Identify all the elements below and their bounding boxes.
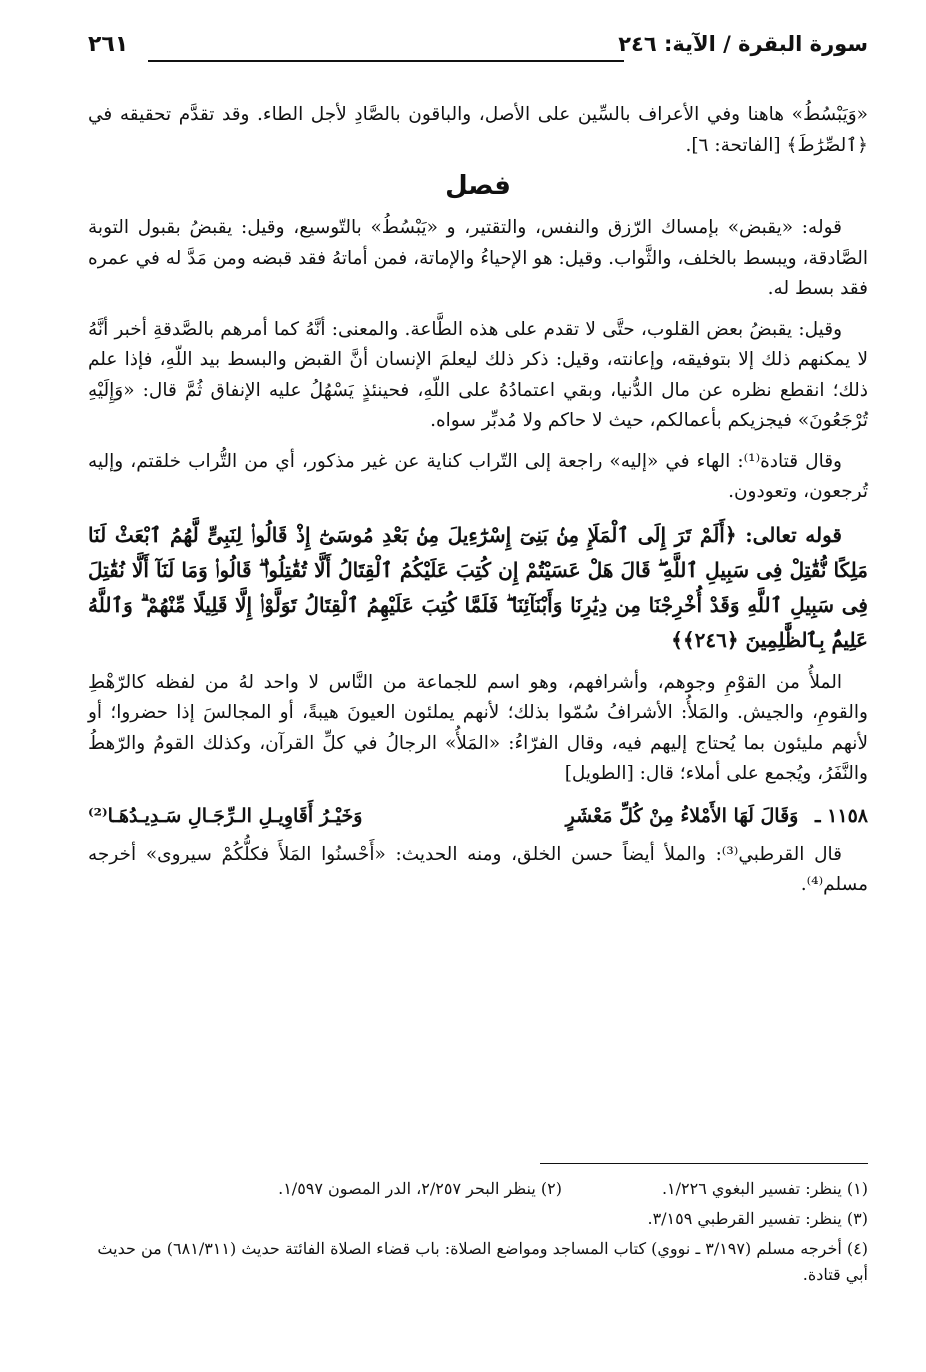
poetry-first-text: وَقَالَ لَهَا الأَمْلاءُ مِنْ كُلِّ مَعْشَرٍ (565, 804, 799, 827)
main-text (88, 100, 868, 911)
footnote-row-1 (88, 1176, 868, 1206)
paragraph-4: وقال قتادة⁽¹⁾: الهاء في «إليه» راجعة إلى التّراب كناية عن غير مذكور، أي من التُّراب خلقتم، وإليه تُرجعون، وتعودون. (88, 450, 868, 502)
page-header (88, 28, 868, 72)
footnote-4: (٤) أخرجه مسلم (٣/١٩٧ ـ نووي) كتاب المساجد ومواضع الصلاة: باب قضاء الصلاة الفائتة حديث (٦٨١/٣١١) من حديث أبي قتادة. (97, 1239, 868, 1284)
paragraph-3: وقيل: يقبضُ بعض القلوب، حتَّى لا تقدم على هذه الطَّاعة. والمعنى: أنَّهُ كما أمرهم بالصَّدقةِ أخبر أنَّهُ لا يمكنهم ذلك إلا بتوفيقه، وإعانته، وقيل: ذكر ذلك ليعلمَ الإنسان أنَّ القبض والبسط بيد اللّهِ، فإذا علم ذلك؛ انقطع نظره عن مال الدُّنيا، وبقي اعتمادُهُ على اللّهِ، فحينئذٍ يَسْهُلُ عليه الإنفاق ثُمَّ قال: «وَإِلَيْهِ تُرْجَعُونَ» فيجزيكم بأعمالكم، حيث لا حاكم ولا مُدبِّر سواه. (88, 318, 868, 431)
footnote-2: (٢) ينظر البحر ٢/٢٥٧، الدر المصون ١/٥٩٧. (278, 1179, 562, 1198)
paragraph-2: قوله: «يقبض» بإمساك الرّزق والنفس، والتقتير، و «يَبْسُطُ» بالتّوسيع، وقيل: يقبضُ بقبول التوبة الصَّادقة، ويبسط بالخلف، والثَّواب. وقيل: هو الإحياءُ والإماتة، فمن أماتهُ فقد قبضه ومن مَدَّ له في عمره فقد بسط له. (88, 217, 868, 299)
header-rule (148, 60, 624, 62)
page-number: ٢٦١ (88, 32, 129, 57)
paragraph-6: قال القرطبي⁽³⁾: والملأ أيضاً حسن الخلق، ومنه الحديث: «أَحْسنُوا المَلأَ فكلُّكُمْ سيروى» أخرجه مسلم⁽⁴⁾. (88, 843, 868, 895)
poetry-second-hemistich: وَخَيْـرُ أَقَاوِيـلِ الـرِّجَـالِ سَـدِيـدُهَـا⁽²⁾ (88, 804, 363, 827)
footnotes (88, 1176, 868, 1292)
running-title: سورة البقرة / الآية: ٢٤٦ (618, 32, 868, 56)
section-heading: فصل (445, 171, 511, 201)
poetry-number: ١١٥٨ ـ (814, 804, 868, 827)
poetry-line (88, 800, 868, 832)
footnote-1: (١) ينظر: تفسير البغوي ١/٢٢٦. (661, 1179, 868, 1198)
poetry-first-hemistich (566, 800, 868, 832)
quran-verse: قوله تعالى: ﴿أَلَمْ تَرَ إِلَى ٱلْمَلَإِ مِنۢ بَنِىٓ إِسْرَٰٓءِيلَ مِنۢ بَعْدِ مُوسَىٰٓ إِذْ قَالُوا۟ لِنَبِىٍّ لَّهُمُ ٱبْعَثْ لَنَا مَلِكًا نُّقَٰتِلْ فِى سَبِيلِ ٱللَّهِ ۖ قَالَ هَلْ عَسَيْتُمْ إِن كُتِبَ عَلَيْكُمُ ٱلْقِتَالُ أَلَّا تُقَٰتِلُوا۟ ۖ قَالُوا۟ وَمَا لَنَآ أَلَّا نُقَٰتِلَ فِى سَبِيلِ ٱللَّهِ وَقَدْ أُخْرِجْنَا مِن دِيَٰرِنَا وَأَبْنَآئِنَا ۖ فَلَمَّا كُتِبَ عَلَيْهِمُ ٱلْقِتَالُ تَوَلَّوْا۟ إِلَّا قَلِيلًا مِّنْهُمْ ۗ وَٱللَّهُ عَلِيمٌۢ بِٱلظَّٰلِمِينَ ﴿٢٤٦﴾﴾ (88, 522, 868, 652)
footnote-separator (540, 1163, 868, 1164)
paragraph-1: «وَيَبْسُطُ» هاهنا وفي الأعراف بالسِّين على الأصل، والباقون بالصَّادِ لأجل الطاء. وقد تقدَّم تحقيقه في ﴿ٱلصِّرَٰطَ﴾ [الفاتحة: ٦]. (88, 104, 868, 156)
footnote-3: (٣) ينظر: تفسير القرطبي ٣/١٥٩. (647, 1209, 868, 1228)
paragraph-5: الملأُ من القوْمِ وجوهم، وأشرافهم، وهو اسم للجماعة من النَّاس لا واحد لهُ من لفظه كالرّهْطِ والقومِ، والجيش. والمَلأُ: الأشرافُ سُمّوا بذلك؛ لأنهم يملئون العيونَ هيبةً، أو المجالسَ إذا حضروا؛ أو لأنهم مليئون بما يُحتاج إليهم فيه، وقال الفرّاءُ: «المَلأُ» الرجالُ في كلِّ القرآن، وكذلك القومُ والرّهطُ والنَّفَرُ، ويُجمع على أملاء؛ قال: [الطويل] (88, 671, 868, 784)
